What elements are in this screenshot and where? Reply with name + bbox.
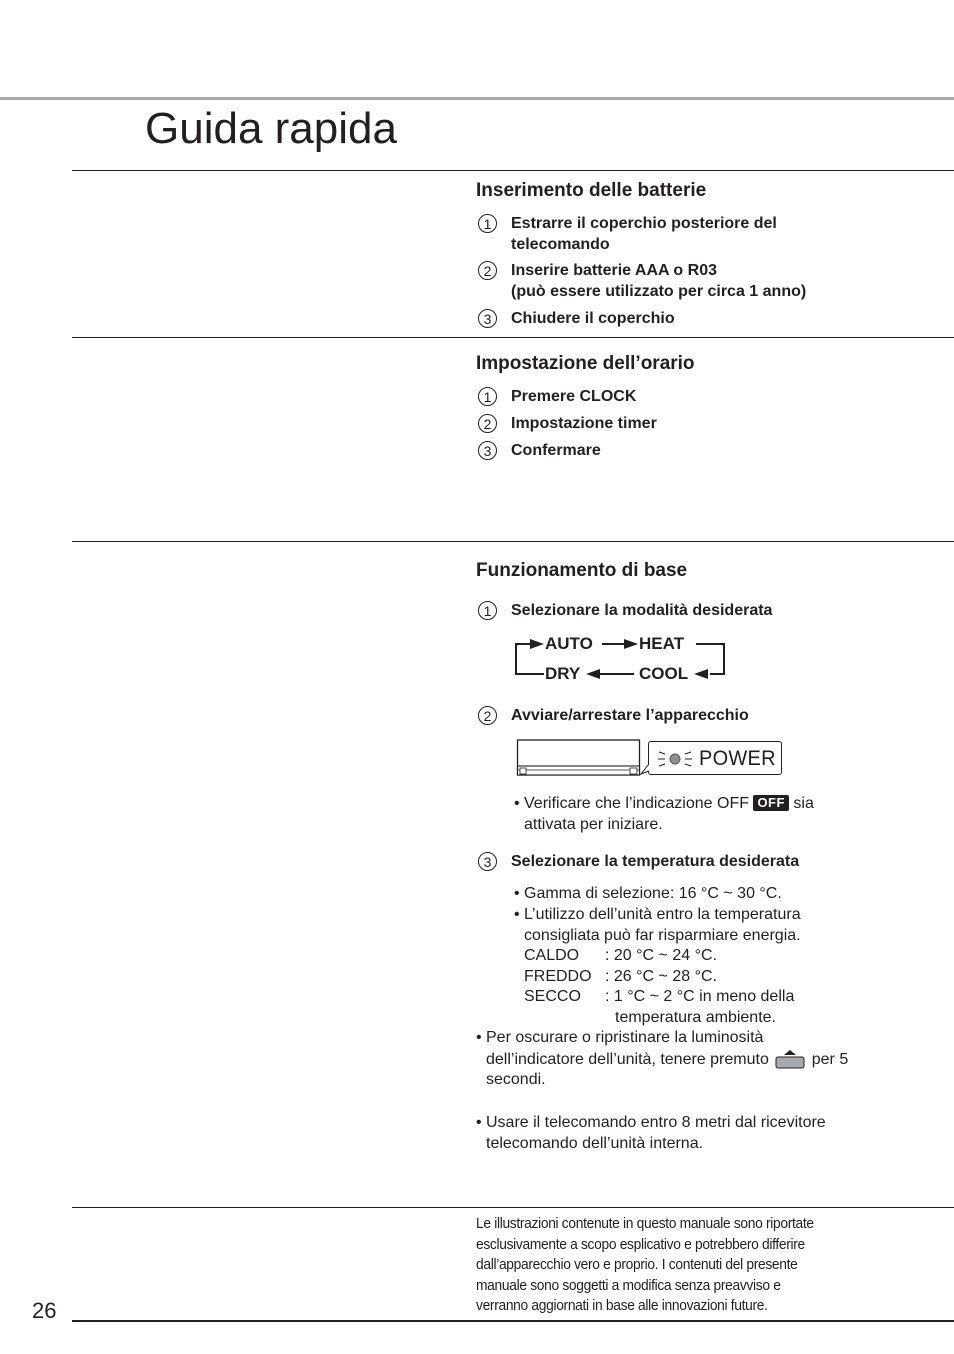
basic-heading: Funzionamento di base: [476, 560, 688, 581]
page-title: Guida rapida: [145, 104, 397, 153]
mode-dry: DRY: [545, 664, 581, 683]
off-indicator-badge: OFF: [753, 795, 789, 811]
page-number: 26: [32, 1298, 57, 1323]
step-number: 3: [478, 852, 497, 871]
remote-button-icon: [775, 1049, 805, 1069]
disclaimer-footnote: Le illustrazioni contenute in questo manuale sono riportate esclusivamente a scopo esplicativo e potrebbero differire dall’apparecchio vero e proprio. I contenuti del presente manuale sono soggetti a modifica senza preavviso e verranno aggiornati in base alle innovazioni future.: [476, 1215, 814, 1314]
range-note: • Gamma di selezione: 16 °C ~ 30 °C.: [514, 885, 782, 902]
remote-range-note: • Usare il telecomando entro 8 metri dal ricevitore telecomando dell’unità interna.: [476, 1114, 826, 1152]
battery-step-3: 3 Chiudere il coperchio: [478, 308, 928, 329]
step-number: 2: [478, 706, 497, 725]
clock-step-2: 2 Impostazione timer: [478, 413, 928, 434]
mode-cycle-diagram: [514, 630, 734, 688]
step-number: 1: [478, 387, 497, 406]
indoor-unit-illustration: [516, 738, 642, 778]
temp-row-secco: SECCO : 1 °C ~ 2 °C in meno della: [524, 988, 795, 1005]
mode-cool: COOL: [639, 664, 689, 683]
step-number: 1: [478, 601, 497, 620]
section-rule: [72, 1207, 954, 1208]
battery-step-1: 1 Estrarre il coperchio posteriore del telecomando: [478, 213, 928, 255]
basic-step-1: 1 Selezionare la modalità desiderata: [478, 600, 928, 621]
temp-row-caldo: CALDO : 20 °C ~ 24 °C.: [524, 947, 717, 964]
step-number: 3: [478, 309, 497, 328]
clock-step-3: 3 Confermare: [478, 440, 928, 461]
led-lamp-icon: [657, 749, 693, 769]
off-indication-note: • Verificare che l’indicazione OFF OFF sia attivata per iniziare.: [514, 795, 814, 833]
section-rule: [72, 337, 954, 338]
temperature-table: [524, 946, 924, 1028]
step-number: 3: [478, 441, 497, 460]
dim-indicator-note: • Per oscurare o ripristinare la luminosità dell’indicatore dell’unità, tenere premuto per 5 secondi.: [476, 1029, 849, 1088]
bottom-rule: [72, 1320, 954, 1322]
temp-row-secco-cont: temperatura ambiente.: [615, 1008, 776, 1026]
clock-step-1: 1 Premere CLOCK: [478, 386, 928, 407]
top-rule: [0, 97, 954, 100]
mode-auto: AUTO: [545, 634, 593, 653]
batteries-heading: Inserimento delle batterie: [476, 180, 707, 201]
mode-heat: HEAT: [639, 634, 685, 653]
section-rule: [72, 541, 954, 542]
section-rule: [72, 170, 954, 171]
temp-row-freddo: FREDDO : 26 °C ~ 28 °C.: [524, 967, 717, 985]
callout-pointer: [639, 763, 653, 777]
basic-step-2: 2 Avviare/arrestare l’apparecchio: [478, 705, 928, 726]
eco-note: • L’utilizzo dell’unità entro la temperatura consigliata può far risparmiare energia.: [514, 906, 801, 944]
power-indicator: [648, 741, 782, 775]
step-number: 2: [478, 261, 497, 280]
clock-heading: Impostazione dell’orario: [476, 353, 695, 374]
step-number: 1: [478, 214, 497, 233]
power-label: POWER: [699, 747, 776, 770]
basic-step-3: 3 Selezionare la temperatura desiderata: [478, 851, 928, 872]
step-number: 2: [478, 414, 497, 433]
battery-step-2: 2 Inserire batterie AAA o R03 (può essere utilizzato per circa 1 anno): [478, 260, 928, 302]
